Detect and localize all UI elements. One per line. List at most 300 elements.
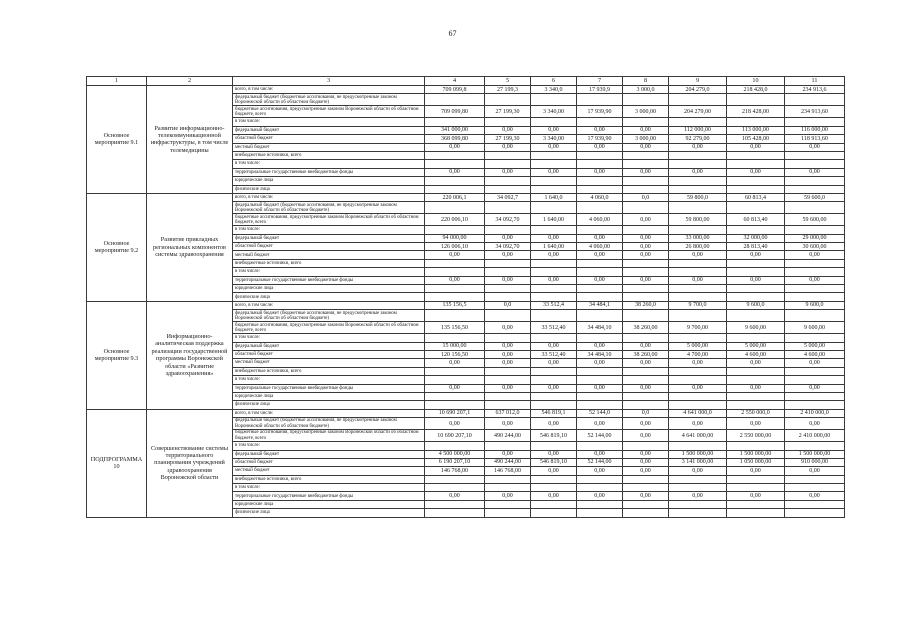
amount-cell: 3 000,00 bbox=[623, 135, 669, 143]
amount-cell bbox=[425, 226, 485, 234]
amount-cell: 0,00 bbox=[623, 430, 669, 442]
amount-cell bbox=[669, 202, 727, 214]
amount-cell bbox=[669, 376, 727, 384]
amount-cell: 0,00 bbox=[669, 276, 727, 284]
amount-cell: 0,00 bbox=[623, 492, 669, 500]
amount-cell bbox=[727, 500, 785, 508]
amount-cell: 234 913,60 bbox=[785, 106, 845, 118]
amount-cell bbox=[425, 475, 485, 483]
amount-cell bbox=[485, 401, 531, 409]
amount-cell bbox=[425, 401, 485, 409]
amount-cell: 490 244,00 bbox=[485, 430, 531, 442]
amount-cell: 0,00 bbox=[727, 251, 785, 259]
amount-cell bbox=[623, 177, 669, 185]
amount-cell bbox=[669, 500, 727, 508]
amount-cell: 1 640,00 bbox=[531, 243, 577, 251]
amount-cell bbox=[785, 293, 845, 301]
amount-cell: 0,00 bbox=[577, 450, 623, 458]
amount-cell bbox=[485, 118, 531, 126]
amount-cell bbox=[669, 310, 727, 322]
amount-cell bbox=[577, 293, 623, 301]
funding-source-label: юридические лица bbox=[233, 285, 425, 293]
amount-cell: 0,0 bbox=[485, 301, 531, 309]
funding-source-label: федеральный бюджет (бюджетные ассигнования, не предусмотренные законом Воронежской области об областном бюджете) bbox=[233, 418, 425, 430]
amount-cell: 0,00 bbox=[485, 342, 531, 350]
amount-cell: 218 428,00 bbox=[727, 106, 785, 118]
amount-cell: 9 600,0 bbox=[727, 301, 785, 309]
amount-cell bbox=[727, 185, 785, 193]
funding-table-body bbox=[87, 77, 845, 518]
funding-source-label: физические лица bbox=[233, 185, 425, 193]
amount-cell bbox=[727, 484, 785, 492]
amount-cell bbox=[669, 259, 727, 267]
funding-source-label: в том числе: bbox=[233, 442, 425, 450]
amount-cell: 38 260,0 bbox=[623, 301, 669, 309]
amount-cell: 0,00 bbox=[727, 359, 785, 367]
header-row bbox=[87, 77, 845, 86]
amount-cell: 3 340,0 bbox=[531, 86, 577, 94]
amount-cell bbox=[623, 367, 669, 375]
amount-cell: 6 190 207,10 bbox=[425, 458, 485, 466]
block-name: Совершенствование системы территориального планирования учреждений здравоохранения Воронежской области bbox=[147, 409, 233, 517]
amount-cell bbox=[623, 226, 669, 234]
amount-cell bbox=[531, 185, 577, 193]
amount-cell: 26 800,00 bbox=[669, 243, 727, 251]
amount-cell bbox=[669, 392, 727, 400]
amount-cell: 34 484,10 bbox=[577, 350, 623, 358]
amount-cell bbox=[485, 259, 531, 267]
funding-source-label: юридические лица bbox=[233, 500, 425, 508]
amount-cell: 0,00 bbox=[577, 168, 623, 176]
amount-cell bbox=[425, 509, 485, 517]
amount-cell: 0,0 bbox=[623, 409, 669, 417]
header-cell: 6 bbox=[531, 77, 577, 86]
amount-cell: 0,00 bbox=[425, 492, 485, 500]
amount-cell bbox=[485, 226, 531, 234]
amount-cell bbox=[727, 259, 785, 267]
amount-cell bbox=[727, 94, 785, 106]
amount-cell: 0,00 bbox=[577, 359, 623, 367]
funding-source-label: федеральный бюджет (бюджетные ассигнования, не предусмотренные законом Воронежской области об областном бюджете) bbox=[233, 310, 425, 322]
amount-cell bbox=[623, 185, 669, 193]
amount-cell bbox=[425, 94, 485, 106]
amount-cell: 3 000,00 bbox=[623, 106, 669, 118]
amount-cell bbox=[577, 268, 623, 276]
amount-cell bbox=[485, 94, 531, 106]
amount-cell: 0,00 bbox=[577, 467, 623, 475]
amount-cell bbox=[785, 376, 845, 384]
amount-cell: 368 099,80 bbox=[425, 135, 485, 143]
amount-cell: 0,00 bbox=[531, 492, 577, 500]
amount-cell: 3 141 000,00 bbox=[669, 458, 727, 466]
amount-cell: 0,00 bbox=[623, 126, 669, 134]
amount-cell: 0,00 bbox=[623, 234, 669, 242]
funding-source-label: федеральный бюджет (бюджетные ассигнования, не предусмотренные законом Воронежской области об областном бюджете) bbox=[233, 202, 425, 214]
amount-cell bbox=[727, 509, 785, 517]
amount-cell bbox=[577, 177, 623, 185]
table-row bbox=[87, 86, 845, 94]
amount-cell: 30 600,00 bbox=[785, 243, 845, 251]
amount-cell bbox=[531, 401, 577, 409]
amount-cell bbox=[623, 268, 669, 276]
amount-cell bbox=[531, 484, 577, 492]
amount-cell bbox=[485, 484, 531, 492]
amount-cell: 0,00 bbox=[727, 418, 785, 430]
funding-source-label: в том числе: bbox=[233, 160, 425, 168]
amount-cell bbox=[785, 442, 845, 450]
amount-cell: 0,00 bbox=[623, 276, 669, 284]
amount-cell: 0,00 bbox=[485, 384, 531, 392]
funding-source-label: юридические лица bbox=[233, 392, 425, 400]
amount-cell: 27 199,30 bbox=[485, 106, 531, 118]
amount-cell: 1 500 000,00 bbox=[785, 450, 845, 458]
amount-cell: 204 279,0 bbox=[669, 86, 727, 94]
amount-cell: 33 512,40 bbox=[531, 322, 577, 334]
page-number: 67 bbox=[448, 29, 457, 38]
amount-cell: 3 000,0 bbox=[623, 86, 669, 94]
amount-cell bbox=[623, 94, 669, 106]
amount-cell bbox=[577, 401, 623, 409]
funding-source-label: в том числе: bbox=[233, 376, 425, 384]
amount-cell: 1 500 000,00 bbox=[669, 450, 727, 458]
amount-cell bbox=[425, 367, 485, 375]
amount-cell: 1 500 000,00 bbox=[727, 450, 785, 458]
amount-cell: 28 813,40 bbox=[727, 243, 785, 251]
amount-cell bbox=[485, 376, 531, 384]
amount-cell: 17 939,9 bbox=[577, 86, 623, 94]
amount-cell bbox=[727, 310, 785, 322]
amount-cell bbox=[727, 285, 785, 293]
amount-cell bbox=[727, 268, 785, 276]
amount-cell: 105 428,00 bbox=[727, 135, 785, 143]
amount-cell: 4 700,00 bbox=[669, 350, 727, 358]
amount-cell bbox=[425, 392, 485, 400]
amount-cell: 0,00 bbox=[531, 359, 577, 367]
amount-cell: 34 092,70 bbox=[485, 214, 531, 226]
amount-cell: 2 550 000,00 bbox=[727, 430, 785, 442]
funding-source-label: федеральный бюджет bbox=[233, 234, 425, 242]
amount-cell bbox=[785, 401, 845, 409]
amount-cell: 9 600,00 bbox=[785, 322, 845, 334]
amount-cell: 0,00 bbox=[785, 143, 845, 151]
amount-cell: 0,00 bbox=[485, 126, 531, 134]
amount-cell bbox=[425, 500, 485, 508]
amount-cell bbox=[785, 334, 845, 342]
amount-cell bbox=[425, 310, 485, 322]
funding-source-label: бюджетные ассигнования, предусмотренные законом Воронежской области об областном бюджете, всего bbox=[233, 430, 425, 442]
amount-cell: 218 428,0 bbox=[727, 86, 785, 94]
amount-cell: 0,00 bbox=[485, 322, 531, 334]
header-cell: 9 bbox=[669, 77, 727, 86]
amount-cell bbox=[785, 94, 845, 106]
amount-cell bbox=[425, 334, 485, 342]
amount-cell: 0,00 bbox=[485, 418, 531, 430]
amount-cell: 0,00 bbox=[623, 418, 669, 430]
amount-cell bbox=[785, 202, 845, 214]
amount-cell: 0,00 bbox=[623, 243, 669, 251]
amount-cell: 34 092,7 bbox=[485, 193, 531, 201]
funding-source-label: в том числе: bbox=[233, 118, 425, 126]
amount-cell: 38 260,00 bbox=[623, 350, 669, 358]
amount-cell bbox=[531, 392, 577, 400]
amount-cell bbox=[577, 259, 623, 267]
amount-cell: 4 060,00 bbox=[577, 243, 623, 251]
amount-cell bbox=[577, 392, 623, 400]
amount-cell: 52 144,0 bbox=[577, 409, 623, 417]
amount-cell: 0,00 bbox=[727, 384, 785, 392]
funding-source-label: федеральный бюджет bbox=[233, 450, 425, 458]
block-name: Информационно-аналитическая поддержка реализации государственной программы Воронежской области «Развитие здравоохранения» bbox=[147, 301, 233, 409]
amount-cell: 0,00 bbox=[577, 492, 623, 500]
amount-cell bbox=[531, 285, 577, 293]
funding-source-label: в том числе: bbox=[233, 226, 425, 234]
amount-cell: 0,00 bbox=[623, 450, 669, 458]
amount-cell bbox=[485, 310, 531, 322]
amount-cell bbox=[727, 118, 785, 126]
amount-cell: 59 800,00 bbox=[669, 214, 727, 226]
amount-cell: 0,00 bbox=[577, 276, 623, 284]
amount-cell: 546 819,10 bbox=[531, 458, 577, 466]
amount-cell: 3 340,00 bbox=[531, 106, 577, 118]
amount-cell: 116 000,00 bbox=[785, 126, 845, 134]
amount-cell bbox=[485, 285, 531, 293]
funding-source-label: бюджетные ассигнования, предусмотренные законом Воронежской области об областном бюджете, всего bbox=[233, 322, 425, 334]
amount-cell: 0,00 bbox=[485, 492, 531, 500]
amount-cell bbox=[531, 177, 577, 185]
amount-cell bbox=[531, 226, 577, 234]
amount-cell: 0,00 bbox=[531, 168, 577, 176]
amount-cell: 0,00 bbox=[727, 276, 785, 284]
amount-cell bbox=[785, 185, 845, 193]
amount-cell: 0,00 bbox=[531, 126, 577, 134]
amount-cell bbox=[727, 442, 785, 450]
amount-cell: 4 500 000,00 bbox=[425, 450, 485, 458]
amount-cell bbox=[727, 475, 785, 483]
amount-cell bbox=[577, 151, 623, 159]
amount-cell: 5 000,00 bbox=[727, 342, 785, 350]
amount-cell bbox=[531, 268, 577, 276]
amount-cell bbox=[669, 118, 727, 126]
amount-cell bbox=[669, 268, 727, 276]
amount-cell: 38 260,00 bbox=[623, 322, 669, 334]
amount-cell bbox=[727, 151, 785, 159]
amount-cell bbox=[531, 202, 577, 214]
amount-cell bbox=[669, 160, 727, 168]
amount-cell bbox=[577, 475, 623, 483]
funding-source-label: местный бюджет bbox=[233, 143, 425, 151]
block-name: Развитие информационно-телекоммуникационной инфраструктуры, в том числе телемедицины bbox=[147, 86, 233, 194]
amount-cell bbox=[485, 293, 531, 301]
amount-cell: 0,00 bbox=[577, 143, 623, 151]
amount-cell bbox=[531, 376, 577, 384]
amount-cell bbox=[577, 509, 623, 517]
amount-cell: 59 800,0 bbox=[669, 193, 727, 201]
amount-cell bbox=[577, 484, 623, 492]
amount-cell bbox=[623, 334, 669, 342]
amount-cell: 0,00 bbox=[425, 251, 485, 259]
amount-cell bbox=[785, 475, 845, 483]
amount-cell: 10 690 207,1 bbox=[425, 409, 485, 417]
funding-source-label: внебюджетные источники, всего bbox=[233, 259, 425, 267]
amount-cell: 34 484,10 bbox=[577, 322, 623, 334]
funding-source-label: федеральный бюджет (бюджетные ассигнования, не предусмотренные законом Воронежской области об областном бюджете) bbox=[233, 94, 425, 106]
funding-source-label: местный бюджет bbox=[233, 467, 425, 475]
table-row bbox=[87, 193, 845, 201]
amount-cell: 0,00 bbox=[531, 384, 577, 392]
amount-cell bbox=[727, 334, 785, 342]
amount-cell: 0,00 bbox=[669, 418, 727, 430]
amount-cell: 2 550 000,0 bbox=[727, 409, 785, 417]
amount-cell: 0,00 bbox=[577, 342, 623, 350]
amount-cell bbox=[727, 367, 785, 375]
amount-cell bbox=[623, 310, 669, 322]
amount-cell: 0,00 bbox=[425, 168, 485, 176]
amount-cell bbox=[531, 334, 577, 342]
amount-cell: 146 768,00 bbox=[485, 467, 531, 475]
amount-cell: 0,00 bbox=[727, 467, 785, 475]
amount-cell: 546 819,10 bbox=[531, 430, 577, 442]
funding-source-label: физические лица bbox=[233, 401, 425, 409]
amount-cell: 910 000,00 bbox=[785, 458, 845, 466]
funding-source-label: федеральный бюджет bbox=[233, 342, 425, 350]
amount-cell: 17 939,90 bbox=[577, 135, 623, 143]
amount-cell: 0,00 bbox=[623, 467, 669, 475]
amount-cell: 3 340,00 bbox=[531, 135, 577, 143]
amount-cell bbox=[577, 185, 623, 193]
amount-cell: 0,00 bbox=[577, 126, 623, 134]
amount-cell: 0,00 bbox=[727, 168, 785, 176]
amount-cell bbox=[785, 500, 845, 508]
amount-cell bbox=[531, 310, 577, 322]
funding-source-label: в том числе: bbox=[233, 268, 425, 276]
amount-cell bbox=[669, 285, 727, 293]
funding-source-label: территориальные государственные внебюджетные фонды bbox=[233, 384, 425, 392]
funding-source-label: всего, в том числе: bbox=[233, 409, 425, 417]
amount-cell bbox=[785, 484, 845, 492]
amount-cell: 118 913,60 bbox=[785, 135, 845, 143]
amount-cell: 0,00 bbox=[623, 143, 669, 151]
amount-cell: 52 144,00 bbox=[577, 458, 623, 466]
amount-cell bbox=[727, 376, 785, 384]
amount-cell: 0,00 bbox=[669, 251, 727, 259]
amount-cell: 0,00 bbox=[669, 492, 727, 500]
funding-source-label: областной бюджет bbox=[233, 135, 425, 143]
amount-cell: 146 768,00 bbox=[425, 467, 485, 475]
amount-cell: 10 690 207,10 bbox=[425, 430, 485, 442]
header-cell: 2 bbox=[147, 77, 233, 86]
funding-source-label: в том числе: bbox=[233, 484, 425, 492]
amount-cell: 341 000,00 bbox=[425, 126, 485, 134]
amount-cell: 0,00 bbox=[577, 418, 623, 430]
amount-cell bbox=[425, 259, 485, 267]
amount-cell bbox=[485, 334, 531, 342]
amount-cell: 59 600,00 bbox=[785, 214, 845, 226]
amount-cell bbox=[485, 177, 531, 185]
funding-source-label: областной бюджет bbox=[233, 458, 425, 466]
amount-cell bbox=[669, 177, 727, 185]
amount-cell bbox=[425, 160, 485, 168]
amount-cell bbox=[785, 285, 845, 293]
amount-cell bbox=[785, 118, 845, 126]
amount-cell: 0,00 bbox=[785, 276, 845, 284]
amount-cell bbox=[669, 293, 727, 301]
amount-cell bbox=[531, 259, 577, 267]
amount-cell bbox=[669, 484, 727, 492]
amount-cell bbox=[577, 94, 623, 106]
amount-cell bbox=[577, 500, 623, 508]
amount-cell: 4 600,00 bbox=[727, 350, 785, 358]
amount-cell: 0,00 bbox=[623, 214, 669, 226]
amount-cell bbox=[531, 442, 577, 450]
amount-cell: 0,00 bbox=[425, 418, 485, 430]
amount-cell bbox=[425, 285, 485, 293]
amount-cell bbox=[577, 367, 623, 375]
funding-source-label: территориальные государственные внебюджетные фонды bbox=[233, 492, 425, 500]
funding-source-label: территориальные государственные внебюджетные фонды bbox=[233, 276, 425, 284]
amount-cell bbox=[577, 310, 623, 322]
funding-source-label: местный бюджет bbox=[233, 251, 425, 259]
amount-cell: 112 000,00 bbox=[669, 126, 727, 134]
amount-cell: 0,00 bbox=[577, 234, 623, 242]
funding-source-label: физические лица bbox=[233, 293, 425, 301]
amount-cell bbox=[623, 376, 669, 384]
amount-cell: 59 600,0 bbox=[785, 193, 845, 201]
amount-cell bbox=[785, 160, 845, 168]
amount-cell: 204 279,00 bbox=[669, 106, 727, 118]
amount-cell: 0,00 bbox=[785, 359, 845, 367]
amount-cell: 9 700,0 bbox=[669, 301, 727, 309]
amount-cell: 0,00 bbox=[485, 450, 531, 458]
amount-cell: 60 813,4 bbox=[727, 193, 785, 201]
amount-cell bbox=[425, 185, 485, 193]
amount-cell bbox=[425, 268, 485, 276]
amount-cell bbox=[785, 392, 845, 400]
amount-cell bbox=[623, 475, 669, 483]
amount-cell bbox=[425, 202, 485, 214]
amount-cell bbox=[485, 509, 531, 517]
amount-cell: 126 006,10 bbox=[425, 243, 485, 251]
header-cell: 10 bbox=[727, 77, 785, 86]
amount-cell: 0,00 bbox=[531, 143, 577, 151]
amount-cell bbox=[727, 177, 785, 185]
amount-cell bbox=[669, 185, 727, 193]
amount-cell bbox=[623, 293, 669, 301]
header-cell: 4 bbox=[425, 77, 485, 86]
amount-cell bbox=[485, 392, 531, 400]
amount-cell: 113 000,00 bbox=[727, 126, 785, 134]
amount-cell: 135 156,5 bbox=[425, 301, 485, 309]
amount-cell: 0,00 bbox=[669, 359, 727, 367]
amount-cell bbox=[727, 293, 785, 301]
amount-cell bbox=[669, 401, 727, 409]
funding-source-label: бюджетные ассигнования, предусмотренные законом Воронежской области об областном бюджете, всего bbox=[233, 214, 425, 226]
amount-cell bbox=[485, 202, 531, 214]
amount-cell bbox=[485, 500, 531, 508]
amount-cell bbox=[727, 392, 785, 400]
amount-cell bbox=[623, 401, 669, 409]
amount-cell bbox=[669, 442, 727, 450]
table-row bbox=[87, 409, 845, 417]
amount-cell bbox=[531, 500, 577, 508]
funding-source-label: областной бюджет bbox=[233, 350, 425, 358]
funding-source-label: бюджетные ассигнования, предусмотренные законом Воронежской области об областном бюджете, всего bbox=[233, 106, 425, 118]
amount-cell: 637 012,0 bbox=[485, 409, 531, 417]
amount-cell: 0,00 bbox=[669, 384, 727, 392]
amount-cell: 0,00 bbox=[727, 143, 785, 151]
amount-cell bbox=[727, 202, 785, 214]
amount-cell: 4 060,00 bbox=[577, 214, 623, 226]
amount-cell: 9 700,00 bbox=[669, 322, 727, 334]
